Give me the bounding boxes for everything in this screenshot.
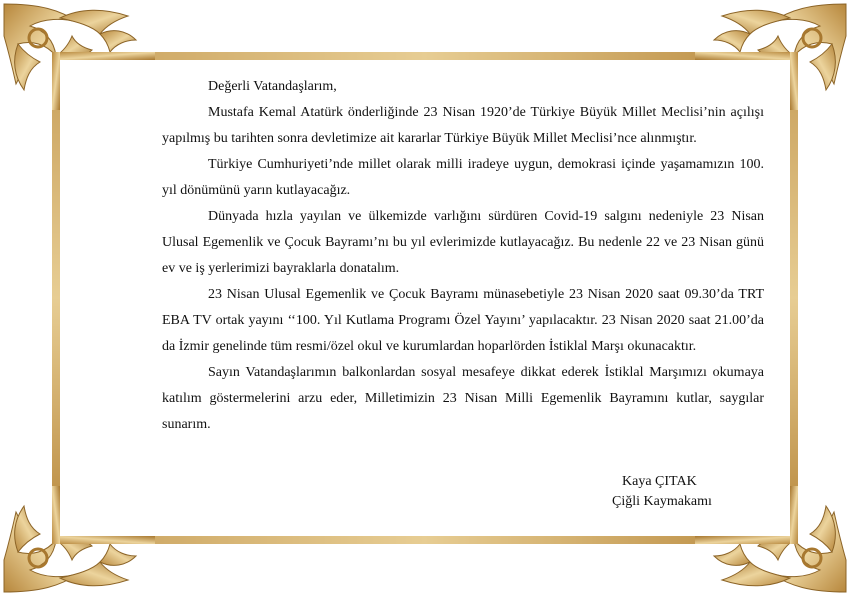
frame-border-left	[52, 70, 60, 526]
frame-border-top	[70, 52, 780, 60]
signature-title: Çiğli Kaymakamı	[612, 494, 712, 509]
letter-paragraph: Türkiye Cumhuriyeti’nde millet olarak milli iradeye uygun, demokrasi içinde yaşamamızın 100. yıl dönümünü yarın kutlayacağız.	[162, 157, 764, 198]
signature-block	[612, 472, 752, 512]
signature-name: Kaya ÇITAK	[622, 474, 697, 489]
letter-greeting: Değerli Vatandaşlarım,	[208, 79, 337, 94]
letter-paragraph: Dünyada hızla yayılan ve ülkemizde varlığını sürdüren Covid-19 salgını nedeniyle 23 Nisan Ulusal Egemenlik ve Çocuk Bayramı’nı bu yıl evlerimizde kutlayacağız. Bu nedenle 22 ve 23 Nisan günü ev ve iş yerlerimizi bayraklarla donatalım.	[162, 209, 764, 276]
letter-body	[162, 74, 764, 438]
frame-border-bottom	[70, 536, 780, 544]
letter-paragraph: Sayın Vatandaşlarımın balkonlardan sosyal mesafeye dikkat ederek İstiklal Marşımızı okumaya katılım göstermelerini arzu eder, Milletimizin 23 Nisan Milli Egemenlik Bayramını kutlar, saygılar sunarım.	[162, 365, 764, 432]
letter-paragraph: Mustafa Kemal Atatürk önderliğinde 23 Nisan 1920’de Türkiye Büyük Millet Meclisi’nin açılışı yapılmış bu tarihten sonra devletimize ait kararlar Türkiye Büyük Millet Meclisi’nce alınmıştır.	[162, 105, 764, 146]
letter-paragraph: 23 Nisan Ulusal Egemenlik ve Çocuk Bayramı münasebetiyle 23 Nisan 2020 saat 09.30’da TRT EBA TV ortak yayını ‘‘100. Yıl Kutlama Programı Özel Yayını’ yapılacaktır. 23 Nisan 2020 saat 21.00’da da İzmir genelinde tüm resmi/özel okul ve kurumlardan hoparlörden İstiklal Marşı okunacaktır.	[162, 287, 764, 354]
frame-border-right	[790, 70, 798, 526]
